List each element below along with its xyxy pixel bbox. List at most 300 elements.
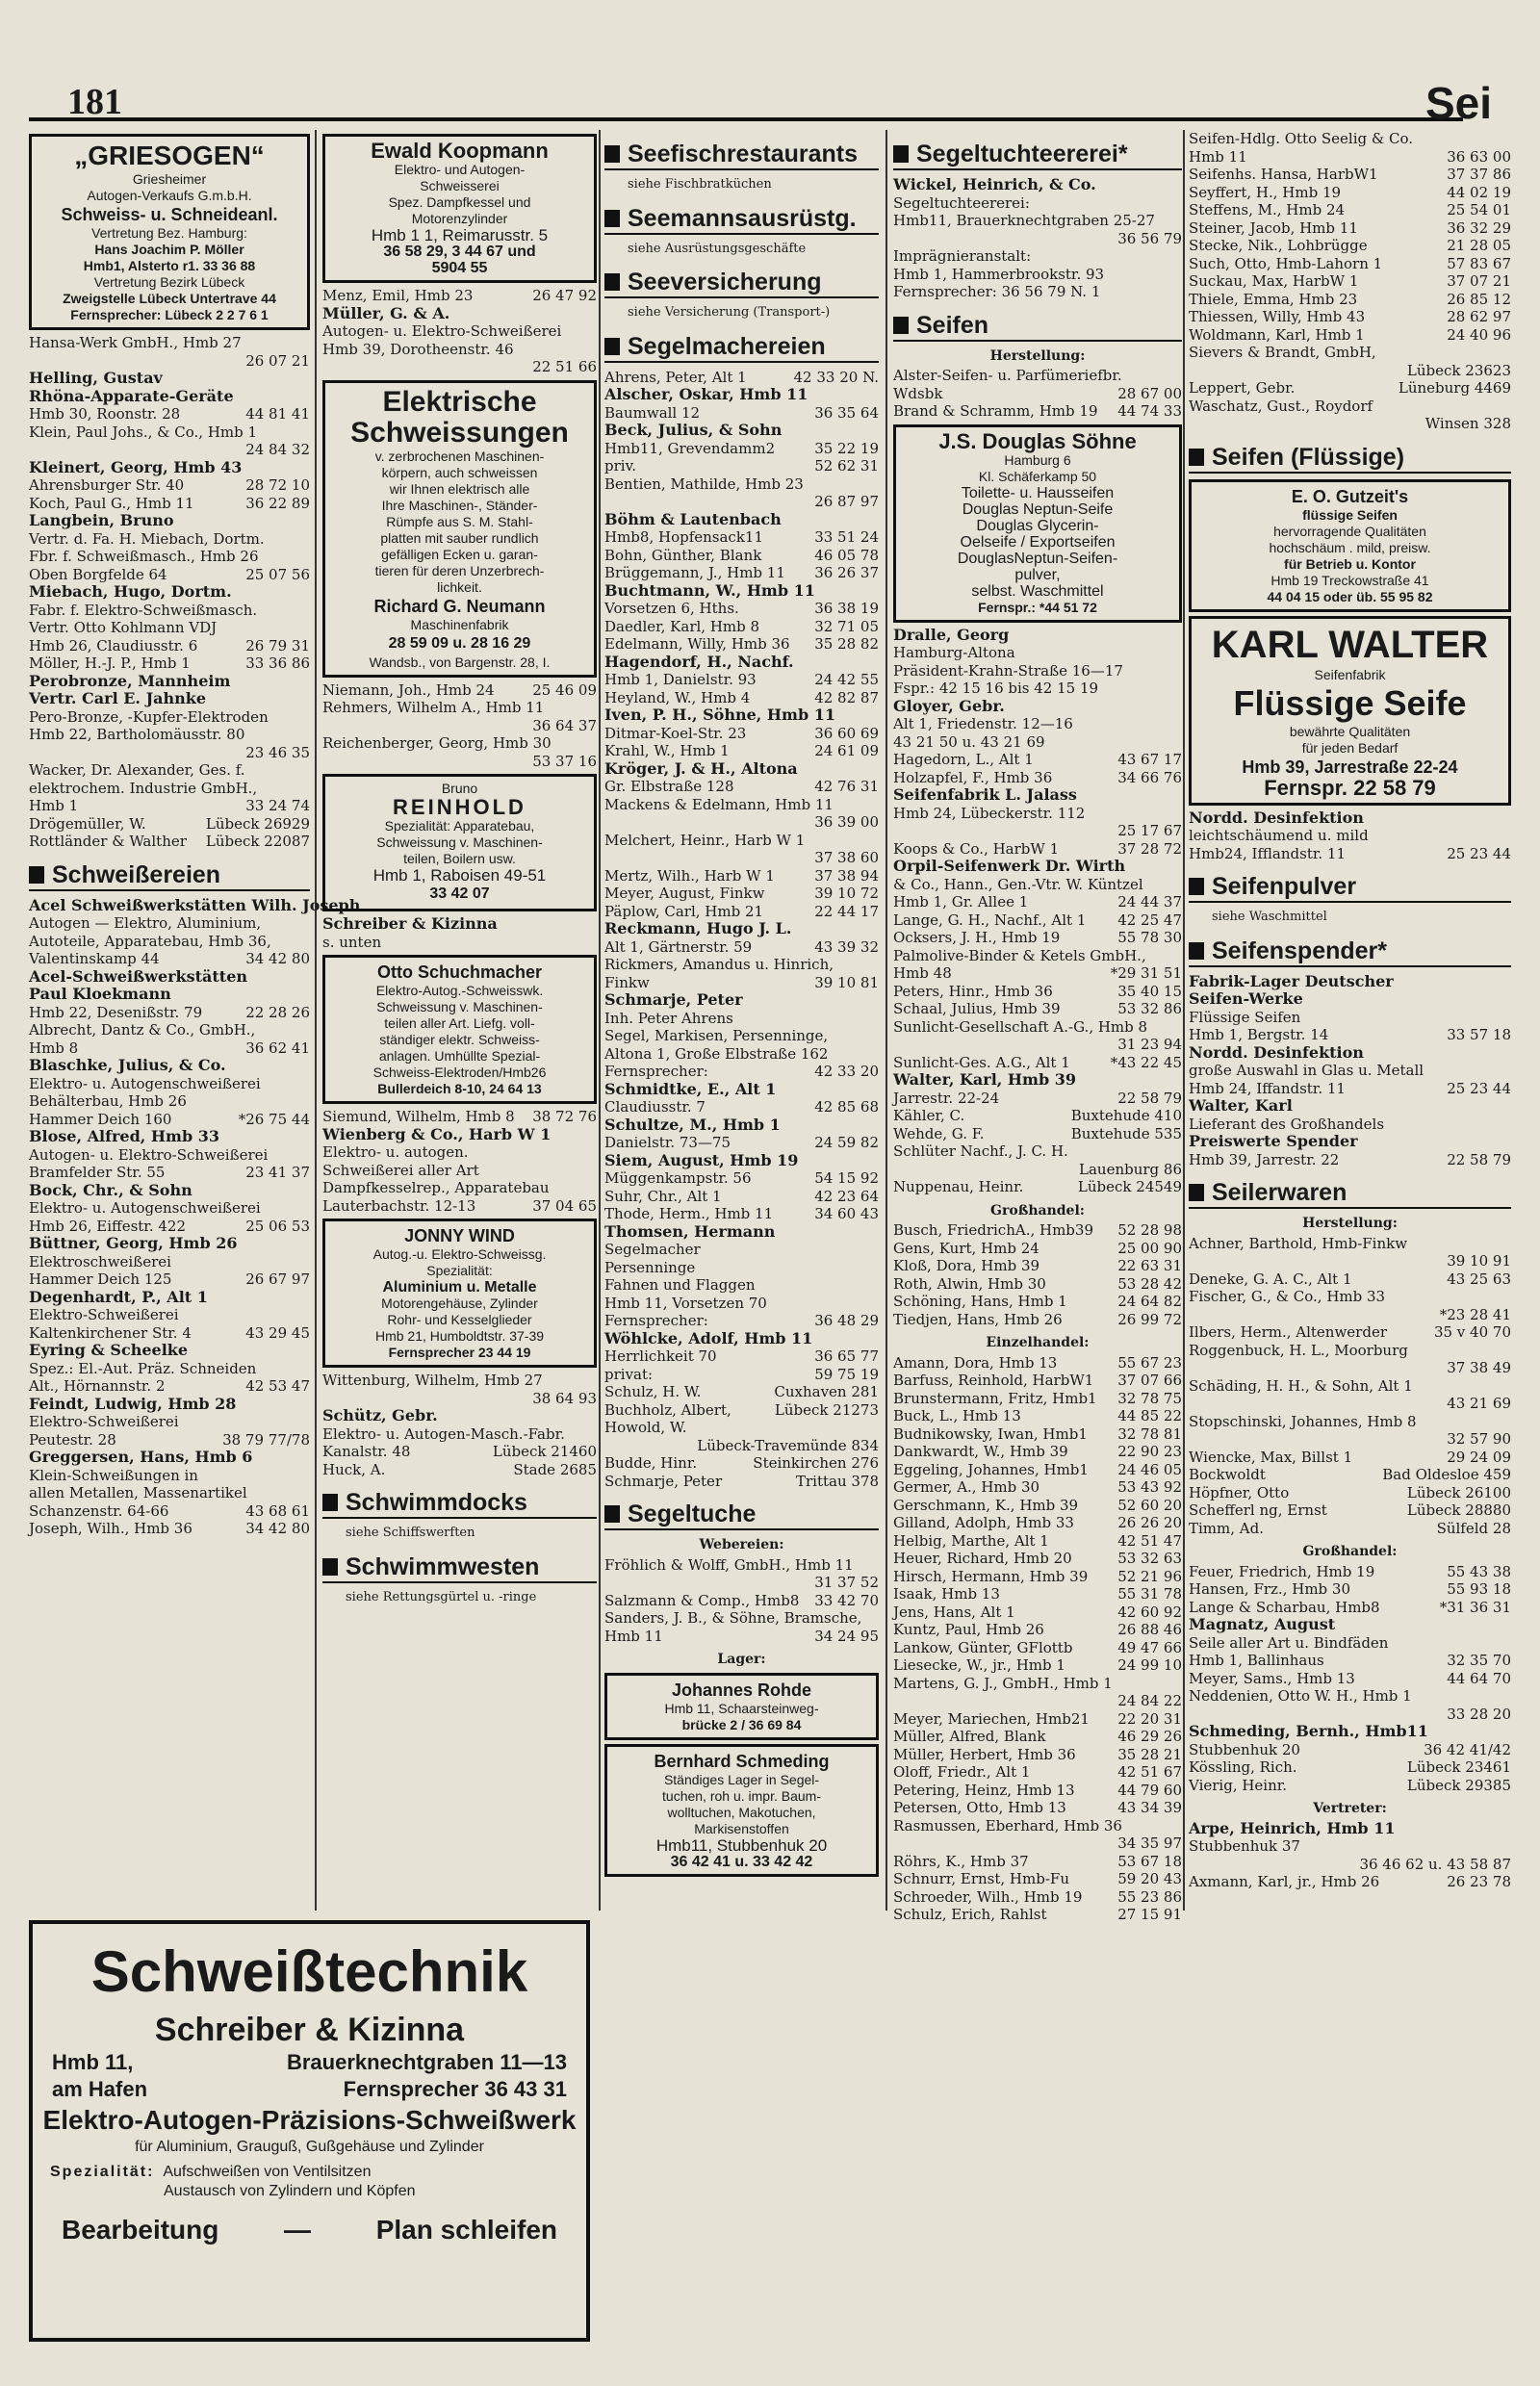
entry-name: Wickel, Heinrich, & Co.: [893, 175, 1096, 193]
entry-phone: 37 37 86: [1447, 166, 1511, 183]
entry-name: Flüssige Seifen: [1189, 1008, 1301, 1026]
listing-entry: [29, 583, 310, 602]
ad-line: selbst. Waschmittel: [971, 582, 1104, 600]
listing-entry: [29, 495, 310, 513]
entry-phone: 35 40 15: [1117, 982, 1182, 1000]
entry-phone: 25 00 90: [1117, 1239, 1182, 1257]
listing-entry: [893, 1461, 1182, 1479]
ad-line: Aluminium u. Metalle: [382, 1279, 537, 1296]
bullet-square-icon: [1189, 449, 1204, 466]
entry-name: Walter, Karl, Hmb 39: [893, 1070, 1076, 1089]
entry-phone: 42 76 31: [814, 778, 879, 795]
entry-phone: Lübeck 22087: [205, 833, 310, 850]
entry-name: Dralle, Georg: [893, 625, 1010, 644]
entry-name: Hansa-Werk GmbH., Hmb 27: [29, 334, 242, 351]
entry-phone: 43 29 45: [245, 1323, 310, 1342]
entry-phone: 23 46 35: [245, 743, 310, 761]
column-4: [893, 130, 1182, 1924]
listing-entry: [1189, 398, 1511, 416]
section-heading: [604, 268, 879, 298]
listing-entry: [29, 1377, 310, 1396]
entry-phone: 44 81 41: [245, 405, 310, 423]
entry-name: Müller, Herbert, Hmb 36: [893, 1745, 1076, 1763]
entry-name: Paul Kloekmann: [29, 985, 171, 1003]
listing-entry: [1189, 130, 1511, 148]
listing-entry: [1189, 1616, 1511, 1634]
entry-phone: 59 75 19: [814, 1365, 879, 1383]
entry-phone: *23 28 41: [1439, 1305, 1511, 1323]
entry-name: Hmb8, Hopfensack11: [604, 528, 764, 546]
entry-name: Sunlicht-Gesellschaft A.-G., Hmb 8: [893, 1017, 1148, 1036]
ad-contact-row: [33, 2076, 586, 2103]
listing-entry: [1189, 1306, 1511, 1324]
entry-name: Menz, Emil, Hmb 23: [322, 287, 474, 304]
cross-reference: siehe Rettungsgürtel u. -ringe: [346, 1589, 537, 1604]
listing-entry: [893, 1443, 1182, 1461]
entry-name: 43 21 50 u. 43 21 69: [893, 732, 1045, 751]
bullet-square-icon: [1189, 942, 1204, 960]
listing-entry: [893, 176, 1182, 194]
entry-name: Rhöna-Apparate-Geräte: [29, 386, 234, 405]
listing-entry: [1189, 1466, 1511, 1484]
entry-phone: 36 38 19: [814, 600, 879, 617]
listing-entry: [1189, 1820, 1511, 1838]
entry-name: Germer, A., Hmb 30: [893, 1478, 1040, 1496]
listing-entry: [29, 1182, 310, 1200]
entry-phone: Lübeck 29385: [1406, 1776, 1511, 1794]
listing-entry: [1189, 1580, 1511, 1599]
entry-phone: 35 22 19: [814, 439, 879, 457]
section-title: Seifen: [916, 311, 989, 339]
ad-line: Autog.-u. Elektro-Schweissg.: [372, 1246, 547, 1262]
ad-line: bewährte Qualitäten: [1289, 723, 1411, 739]
listing-entry: [893, 733, 1182, 752]
listing-entry: [893, 1763, 1182, 1782]
listing-entry: [893, 1142, 1182, 1161]
section-heading: [322, 1488, 597, 1519]
entry-phone: 36 62 41: [245, 1039, 310, 1057]
ad-line: Fernsprecher: Lübeck 2 2 7 6 1: [70, 307, 269, 322]
entry-phone: 24 99 10: [1117, 1656, 1182, 1674]
entry-name: Timm, Ad.: [1189, 1519, 1264, 1537]
entry-phone: 24 84 32: [245, 441, 310, 458]
listing-entry: [893, 769, 1182, 787]
ad-address: Hmb 11,: [52, 2050, 134, 2074]
listing-entry: [29, 405, 310, 423]
ad-specialty: [33, 2157, 586, 2201]
entry-name: Elektro-Schweißerei: [29, 1306, 179, 1323]
listing-entry: [604, 1574, 879, 1592]
ad-address-row: [33, 2049, 586, 2076]
entry-phone: 42 82 87: [814, 688, 879, 706]
entry-name: Leppert, Gebr.: [1189, 379, 1296, 397]
entry-name: Koops & Co., HarbW 1: [893, 839, 1060, 858]
listing-entry: [893, 1107, 1182, 1125]
listing-entry: [893, 1728, 1182, 1746]
listing-entry: [604, 1401, 879, 1420]
entry-phone: 44 74 33: [1117, 402, 1182, 420]
column-rule: [599, 130, 601, 1911]
entry-name: Wehde, G. F.: [893, 1124, 985, 1142]
entry-phone: 53 32 63: [1117, 1550, 1182, 1567]
entry-name: Inh. Peter Ahrens: [604, 1009, 733, 1027]
entry-name: Kuntz, Paul, Hmb 26: [893, 1621, 1044, 1638]
listing-entry: [322, 1443, 597, 1461]
listing-entry: [1189, 237, 1511, 255]
entry-phone: 36 46 62 u. 43 58 87: [1359, 1855, 1511, 1873]
listing-entry: [604, 1628, 879, 1646]
listing-entry: [1189, 1758, 1511, 1777]
listing-entry: [29, 1270, 310, 1289]
listing-entry: [29, 548, 310, 566]
listing-entry: [893, 1275, 1182, 1294]
listing-entry: [604, 1259, 879, 1277]
listing-entry: [1189, 827, 1511, 845]
listing-entry: [1189, 1634, 1511, 1653]
listing-entry: [1189, 1652, 1511, 1670]
entry-name: Ahrensburger Str. 40: [29, 476, 185, 494]
section-title: Segeltuche: [628, 1501, 757, 1527]
entry-phone: 26 87 97: [814, 493, 879, 510]
section-heading: [1189, 443, 1511, 474]
entry-name: Baumwall 12: [604, 403, 701, 422]
listing-entry: [1189, 1323, 1511, 1342]
entry-name: Stopschinski, Johannes, Hmb 8: [1189, 1412, 1417, 1430]
ad-title: KARL WALTER: [1211, 623, 1489, 666]
entry-name: Müller, Alfred, Blank: [893, 1728, 1046, 1745]
entry-phone: 28 72 10: [245, 476, 310, 494]
entry-name: Dampfkesselrep., Apparatebau: [322, 1179, 550, 1196]
entry-name: Dankwardt, W., Hmb 39: [893, 1443, 1068, 1460]
listing-entry: [322, 1372, 597, 1390]
entry-name: Schaal, Julius, Hmb 39: [893, 1000, 1061, 1017]
entry-name: Hmb 26, Claudiusstr. 6: [29, 636, 198, 654]
entry-phone: 44 02 19: [1447, 183, 1511, 201]
entry-name: Peters, Hinr., Hmb 36: [893, 982, 1053, 1000]
listing-entry: [893, 1675, 1182, 1693]
entry-phone: 55 31 78: [1117, 1585, 1182, 1603]
entry-name: Bentien, Mathilde, Hmb 23: [604, 475, 804, 493]
entry-phone: 37 28 72: [1117, 839, 1182, 858]
entry-phone: 22 51 66: [532, 358, 597, 375]
listing-entry: [1189, 1449, 1511, 1467]
listing-entry: [893, 1568, 1182, 1586]
section-title: Seemannsausrüstg.: [628, 204, 857, 232]
listing-entry: [604, 1116, 879, 1135]
listing-entry: [29, 370, 310, 388]
entry-name: Mertz, Wilh., Harb W 1: [604, 866, 775, 885]
section-title: Schwimmwesten: [346, 1552, 540, 1580]
listing-group: [893, 176, 1182, 301]
ad-address: Brauerknechtgraben 11—13: [286, 2050, 567, 2074]
listing-entry: [29, 968, 310, 987]
listing-entry: [1189, 1723, 1511, 1741]
page-number: 181: [67, 82, 122, 122]
entry-phone: *31 36 31: [1439, 1598, 1511, 1616]
entry-name: leichtschäumend u. mild: [1189, 827, 1369, 844]
listing-entry: [893, 1036, 1182, 1054]
entry-name: Vertr. Otto Kohlmann VDJ: [29, 619, 218, 636]
listing-entry: [893, 1240, 1182, 1258]
listing-entry: [29, 914, 310, 933]
cross-reference: siehe Waschmittel: [1212, 910, 1327, 924]
entry-name: Hmb 1, Danielstr. 93: [604, 671, 757, 688]
listing-entry: [1189, 973, 1511, 991]
entry-name: Schmeding, Bernh., Hmb11: [1189, 1722, 1428, 1740]
entry-phone: 38 72 76: [532, 1108, 597, 1125]
entry-name: Müller, G. & A.: [322, 303, 450, 322]
bullet-square-icon: [604, 338, 620, 355]
ad-line: tieren für deren Unzerbrech-: [374, 562, 545, 578]
entry-name: Petering, Heinz, Hmb 13: [893, 1781, 1075, 1799]
listing-entry: [604, 422, 879, 440]
entry-phone: Buxtehude 410: [1070, 1107, 1182, 1124]
listing-entry: [604, 956, 879, 974]
listing-entry: [893, 893, 1182, 911]
listing-entry: [29, 512, 310, 530]
entry-name: Segelmacher: [604, 1241, 701, 1258]
listing-entry: [893, 858, 1182, 876]
entry-name: Lange & Scharbau, Hmb8: [1189, 1598, 1380, 1616]
entry-phone: 53 67 18: [1117, 1852, 1182, 1870]
listing-entry: [893, 1257, 1182, 1275]
listing-entry: [29, 388, 310, 406]
listing-entry: [1189, 272, 1511, 291]
entry-name: Autogen- u. Elektro-Schweißerei: [322, 322, 562, 340]
entry-name: Buck, L., Hmb 13: [893, 1407, 1021, 1424]
listing-entry: [893, 680, 1182, 698]
entry-phone: 39 10 81: [814, 973, 879, 991]
entry-name: Lieferant des Großhandels: [1189, 1115, 1385, 1133]
entry-name: Hansen, Frz., Hmb 30: [1189, 1580, 1351, 1598]
entry-name: Fabr. f. Elektro-Schweißmasch.: [29, 601, 258, 619]
entry-name: Martens, G. J., GmbH., Hmb 1: [893, 1674, 1113, 1692]
ad-line: körpern, auch schweissen: [381, 464, 538, 480]
ad-line: lichkeit.: [437, 578, 482, 595]
listing-entry: [893, 1071, 1182, 1090]
ad-line: Kl. Schäferkamp 50: [978, 468, 1097, 484]
entry-name: Seifen-Werke: [1189, 989, 1303, 1008]
entry-phone: Lübeck 23461: [1406, 1758, 1511, 1776]
listing-entry: [604, 1330, 879, 1348]
listing-entry: [604, 1241, 879, 1259]
entry-phone: 37 38 60: [814, 849, 879, 866]
listing-entry: [322, 1407, 597, 1425]
entry-name: Klein, Paul Johs., & Co., Hmb 1: [29, 423, 258, 441]
entry-phone: 44 64 70: [1447, 1669, 1511, 1687]
entry-name: Gloyer, Gebr.: [893, 696, 1005, 715]
listing-entry: [893, 1497, 1182, 1515]
listing-entry: [1189, 1599, 1511, 1617]
entry-name: Fernsprecher:: [604, 1312, 708, 1329]
ad-line: brücke 2 / 36 69 84: [681, 1716, 802, 1732]
ad-line: 36 42 41 u. 33 42 42: [670, 1853, 813, 1870]
entry-phone: 34 35 97: [1117, 1834, 1182, 1852]
entry-name: Such, Otto, Hmb-Lahorn 1: [1189, 254, 1383, 272]
header-keyword: Sei: [1424, 78, 1492, 128]
listing-entry: [604, 1454, 879, 1473]
entry-phone: 43 67 17: [1117, 751, 1182, 768]
section-heading: [893, 311, 1182, 342]
listing-entry: [893, 283, 1182, 301]
entry-name: Schlüter Nachf., J. C. H.: [893, 1142, 1068, 1160]
listing-entry: [604, 635, 879, 654]
entry-name: Stubbenhuk 20: [1189, 1740, 1300, 1758]
listing-entry: [1189, 291, 1511, 309]
listing-entry: [893, 1853, 1182, 1871]
entry-name: Hmb 8: [29, 1039, 79, 1057]
listing-entry: [1189, 1342, 1511, 1360]
entry-phone: *43 22 45: [1110, 1053, 1182, 1071]
ad-line: für jeden Bedarf: [1301, 739, 1399, 756]
ad-line: für Betrieb u. Kontor: [1284, 555, 1416, 572]
entry-name: Schultze, M., Hmb 1: [604, 1115, 781, 1134]
entry-phone: Lübeck 21273: [774, 1400, 879, 1419]
listing-entry: [1189, 1080, 1511, 1098]
listing-entry: [1189, 1670, 1511, 1688]
listing-entry: [1189, 344, 1511, 362]
listing-entry: [29, 1449, 310, 1467]
listing-group: [1189, 130, 1511, 433]
entry-phone: 53 32 86: [1117, 1000, 1182, 1017]
entry-name: Elektro- u. Autogenschweißerei: [29, 1199, 261, 1217]
listing-entry: [604, 867, 879, 885]
listing-group: [322, 681, 597, 771]
bullet-square-icon: [1189, 878, 1204, 895]
listing-entry: [893, 983, 1182, 1001]
entry-phone: 42 53 47: [245, 1377, 310, 1395]
listing-group: [893, 1221, 1182, 1328]
listing-entry: [29, 1342, 310, 1360]
listing-entry: [29, 1057, 310, 1075]
listing-entry: [893, 1817, 1182, 1835]
entry-name: Roth, Alwin, Hmb 30: [893, 1274, 1046, 1293]
ad-line: 5904 55: [431, 260, 488, 276]
entry-name: Klein-Schweißungen in: [29, 1466, 198, 1484]
entry-phone: 42 33 20: [814, 1063, 879, 1080]
entry-phone: 32 35 70: [1447, 1652, 1511, 1669]
ad-line: Hmb 11, Schaarsteinweg-: [664, 1700, 819, 1716]
entry-phone: Lübeck 28880: [1406, 1501, 1511, 1519]
entry-name: Hammer Deich 125: [29, 1270, 172, 1288]
entry-name: Blaschke, Julius, & Co.: [29, 1056, 226, 1074]
entry-phone: 52 21 96: [1117, 1567, 1182, 1585]
listing-group: [1189, 1235, 1511, 1538]
listing-entry: [893, 1746, 1182, 1764]
entry-name: Edelmann, Willy, Hmb 36: [604, 635, 790, 653]
entry-name: Rasmussen, Eberhard, Hmb 36: [893, 1816, 1122, 1834]
entry-name: Hmb 22, Bartholomäusstr. 80: [29, 726, 245, 743]
entry-name: Peutestr. 28: [29, 1430, 116, 1449]
entry-name: Schweißerei aller Art: [322, 1161, 479, 1179]
listing-entry: [322, 322, 597, 341]
entry-phone: 55 78 30: [1117, 929, 1182, 946]
ad-title: Elektrische: [382, 385, 537, 418]
entry-phone: 43 34 39: [1117, 1799, 1182, 1816]
entry-name: Steffens, M., Hmb 24: [1189, 201, 1346, 218]
listing-entry: [29, 1253, 310, 1271]
listing-entry: [893, 1710, 1182, 1729]
entry-name: Schäding, H. H., & Sohn, Alt 1: [1189, 1376, 1413, 1395]
listing-entry: [29, 1111, 310, 1129]
listing-entry: [322, 1143, 597, 1162]
listing-entry: [29, 1004, 310, 1022]
cross-reference: siehe Fischbratküchen: [628, 177, 772, 192]
cross-reference: siehe Schiffswerften: [346, 1526, 475, 1540]
subheading: Herstellung:: [989, 347, 1086, 364]
listing-entry: [893, 1834, 1182, 1853]
listing-entry: [1189, 845, 1511, 863]
entry-name: Drögemüller, W.: [29, 814, 146, 833]
ad-line: Autogen-Verkaufs G.m.b.H.: [87, 188, 252, 203]
listing-entry: [604, 1205, 879, 1223]
entry-phone: 52 60 20: [1117, 1496, 1182, 1514]
ad-line: Fernspr.: *44 51 72: [978, 599, 1097, 615]
listing-entry: [893, 1621, 1182, 1639]
bullet-square-icon: [893, 145, 909, 163]
entry-name: Kähler, C.: [893, 1107, 965, 1124]
listing-entry: [893, 805, 1182, 823]
entry-name: Päplow, Carl, Hmb 21: [604, 902, 764, 920]
entry-name: Wienberg & Co., Harb W 1: [322, 1124, 552, 1143]
entry-phone: 36 56 79: [1117, 229, 1182, 247]
bullet-square-icon: [604, 145, 620, 163]
listing-entry: [604, 440, 879, 458]
ad-line: ständiger elektr. Schweiss-: [379, 1032, 540, 1047]
entry-phone: 42 60 92: [1117, 1603, 1182, 1621]
entry-name: Busch, FriedrichA., Hmb39: [893, 1221, 1093, 1239]
entry-name: Ditmar-Koel-Str. 23: [604, 724, 747, 742]
cross-reference: siehe Ausrüstungsgeschäfte: [628, 241, 807, 256]
entry-name: Rehmers, Wilhelm A., Hmb 11: [322, 699, 545, 716]
listing-entry: [29, 1431, 310, 1450]
entry-phone: 26 23 78: [1447, 1873, 1511, 1890]
ad-line: Griesheimer: [132, 171, 207, 187]
ad-line: Spezialität:: [426, 1263, 493, 1278]
ad-line: Hmb 21, Humboldtstr. 37-39: [374, 1328, 545, 1344]
section-title: Seifenspender*: [1212, 936, 1388, 964]
entry-phone: 38 64 93: [532, 1389, 597, 1407]
ad-line: wolltuchen, Makotuchen,: [667, 1804, 816, 1820]
entry-name: Schefferl ng, Ernst: [1189, 1501, 1327, 1519]
entry-name: Fernsprecher:: [604, 1063, 708, 1080]
entry-name: Brand & Schramm, Hmb 19: [893, 402, 1098, 420]
section-heading: [604, 204, 879, 235]
listing-entry: [322, 287, 597, 305]
entry-name: Hamburg-Altona: [893, 644, 1015, 661]
entry-name: Danielstr. 73—75: [604, 1134, 732, 1151]
entry-name: elektrochem. Industrie GmbH.,: [29, 779, 258, 797]
entry-name: Nordd. Desinfektion: [1189, 1042, 1364, 1062]
section-heading: [1189, 872, 1511, 903]
entry-name: Roggenbuck, H. L., Moorburg: [1189, 1341, 1408, 1359]
entry-phone: 26 79 31: [245, 636, 310, 654]
entry-phone: 33 51 24: [814, 528, 879, 546]
entry-name: Autogen- u. Elektro-Schweißerei: [29, 1145, 269, 1164]
entry-phone: 26 99 72: [1117, 1310, 1182, 1328]
entry-name: s. unten: [322, 933, 382, 951]
entry-phone: 36 63 00: [1447, 147, 1511, 166]
entry-phone: 36 39 00: [814, 813, 879, 831]
entry-name: Höpfner, Otto: [1189, 1483, 1290, 1501]
listing-entry: [893, 1178, 1182, 1196]
ad-koopmann: [322, 134, 597, 283]
entry-phone: 23 41 37: [245, 1164, 310, 1181]
listing-entry: [604, 1188, 879, 1206]
entry-name: Amann, Dora, Hmb 13: [893, 1353, 1058, 1372]
ad-title: „GRIESOGEN“: [74, 141, 265, 170]
entry-phone: 24 84 22: [1117, 1692, 1182, 1709]
